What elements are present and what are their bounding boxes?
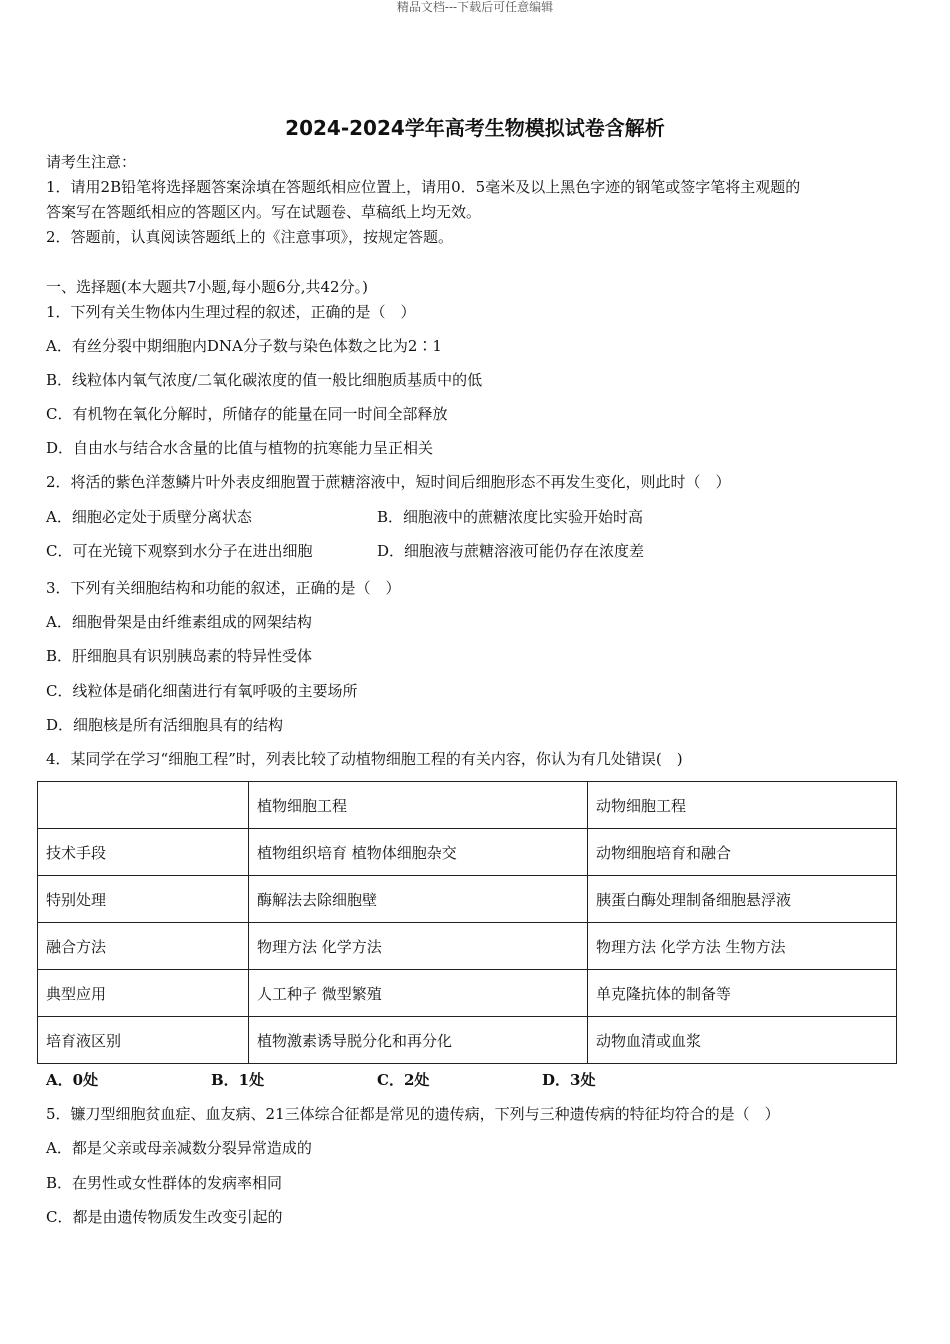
table-row — [38, 1017, 897, 1064]
table-row — [38, 829, 897, 876]
q1-stem: 1．下列有关生物体内生理过程的叙述，正确的是（ ） — [46, 303, 416, 321]
table-cell: 物理方法 化学方法 生物方法 — [588, 923, 897, 970]
q5-option-b: B．在男性或女性群体的发病率相同 — [46, 1174, 283, 1192]
notice-item-1-line-2: 答案写在答题纸相应的答题区内。写在试题卷、草稿纸上均无效。 — [46, 203, 482, 221]
table-row — [38, 923, 897, 970]
table-cell: 胰蛋白酶处理制备细胞悬浮液 — [588, 876, 897, 923]
q1-option-b: B．线粒体内氧气浓度/二氧化碳浓度的值一般比细胞质基质中的低 — [46, 371, 483, 389]
q2-option-b: B．细胞液中的蔗糖浓度比实验开始时高 — [377, 508, 644, 526]
q5-stem: 5．镰刀型细胞贫血症、血友病、21三体综合征都是常见的遗传病，下列与三种遗传病的特征均符合的是（ ） — [46, 1105, 780, 1123]
q2-option-a: A．细胞必定处于质壁分离状态 — [46, 508, 252, 526]
table-cell: 植物激素诱导脱分化和再分化 — [249, 1017, 588, 1064]
table-header-cell — [38, 782, 249, 829]
page-title: 2024-2024学年高考生物模拟试卷含解析 — [285, 116, 665, 140]
q2-stem: 2．将活的紫色洋葱鳞片叶外表皮细胞置于蔗糖溶液中，短时间后细胞形态不再发生变化，则此时（ ） — [46, 473, 731, 491]
q3-stem: 3．下列有关细胞结构和功能的叙述，正确的是（ ） — [46, 579, 401, 597]
q3-option-c: C．线粒体是硝化细菌进行有氧呼吸的主要场所 — [46, 682, 358, 700]
table-cell: 物理方法 化学方法 — [249, 923, 588, 970]
table-cell: 人工种子 微型繁殖 — [249, 970, 588, 1017]
q3-option-b: B．肝细胞具有识别胰岛素的特异性受体 — [46, 647, 313, 665]
q2-option-d: D．细胞液与蔗糖溶液可能仍存在浓度差 — [377, 542, 645, 560]
comparison-table — [37, 781, 897, 1064]
section-heading: 一、选择题(本大题共7小题,每小题6分,共42分。) — [46, 278, 368, 296]
q4-stem: 4．某同学在学习“细胞工程”时，列表比较了动植物细胞工程的有关内容，你认为有几处错误( ) — [46, 750, 683, 768]
table-cell: 培育液区别 — [38, 1017, 249, 1064]
q5-option-a: A．都是父亲或母亲减数分裂异常造成的 — [46, 1139, 312, 1157]
header-note: 精品文档---下载后可任意编辑 — [396, 0, 554, 14]
q1-option-d: D．自由水与结合水含量的比值与植物的抗寒能力呈正相关 — [46, 439, 434, 457]
table-cell: 单克隆抗体的制备等 — [588, 970, 897, 1017]
q4-option-a: A．0处 — [46, 1071, 99, 1089]
table-cell: 技术手段 — [38, 829, 249, 876]
q4-option-d: D．3处 — [542, 1071, 596, 1089]
q4-option-b: B．1处 — [211, 1071, 265, 1089]
notice-heading: 请考生注意： — [46, 153, 137, 171]
q4-option-c: C．2处 — [377, 1071, 430, 1089]
table-row — [38, 876, 897, 923]
q1-option-c: C．有机物在氧化分解时，所储存的能量在同一时间全部释放 — [46, 405, 448, 423]
table-cell: 动物血清或血浆 — [588, 1017, 897, 1064]
table-header-cell: 动物细胞工程 — [588, 782, 897, 829]
notice-item-1-line-1: 1．请用2B铅笔将选择题答案涂填在答题纸相应位置上，请用0．5毫米及以上黑色字迹的钢笔或签字笔将主观题的 — [46, 178, 801, 196]
q5-option-c: C．都是由遗传物质发生改变引起的 — [46, 1208, 283, 1226]
table-header-row — [38, 782, 897, 829]
table-cell: 植物组织培育 植物体细胞杂交 — [249, 829, 588, 876]
q3-option-d: D．细胞核是所有活细胞具有的结构 — [46, 716, 284, 734]
table-cell: 动物细胞培育和融合 — [588, 829, 897, 876]
q1-option-a: A．有丝分裂中期细胞内DNA分子数与染色体数之比为2∶1 — [46, 337, 442, 355]
table-cell: 特别处理 — [38, 876, 249, 923]
table-cell: 酶解法去除细胞壁 — [249, 876, 588, 923]
table-cell: 典型应用 — [38, 970, 249, 1017]
table-row — [38, 970, 897, 1017]
table-cell: 融合方法 — [38, 923, 249, 970]
notice-item-2: 2．答题前，认真阅读答题纸上的《注意事项》，按规定答题。 — [46, 228, 454, 246]
q2-option-c: C．可在光镜下观察到水分子在进出细胞 — [46, 542, 313, 560]
table-header-cell: 植物细胞工程 — [249, 782, 588, 829]
q3-option-a: A．细胞骨架是由纤维素组成的网架结构 — [46, 613, 312, 631]
